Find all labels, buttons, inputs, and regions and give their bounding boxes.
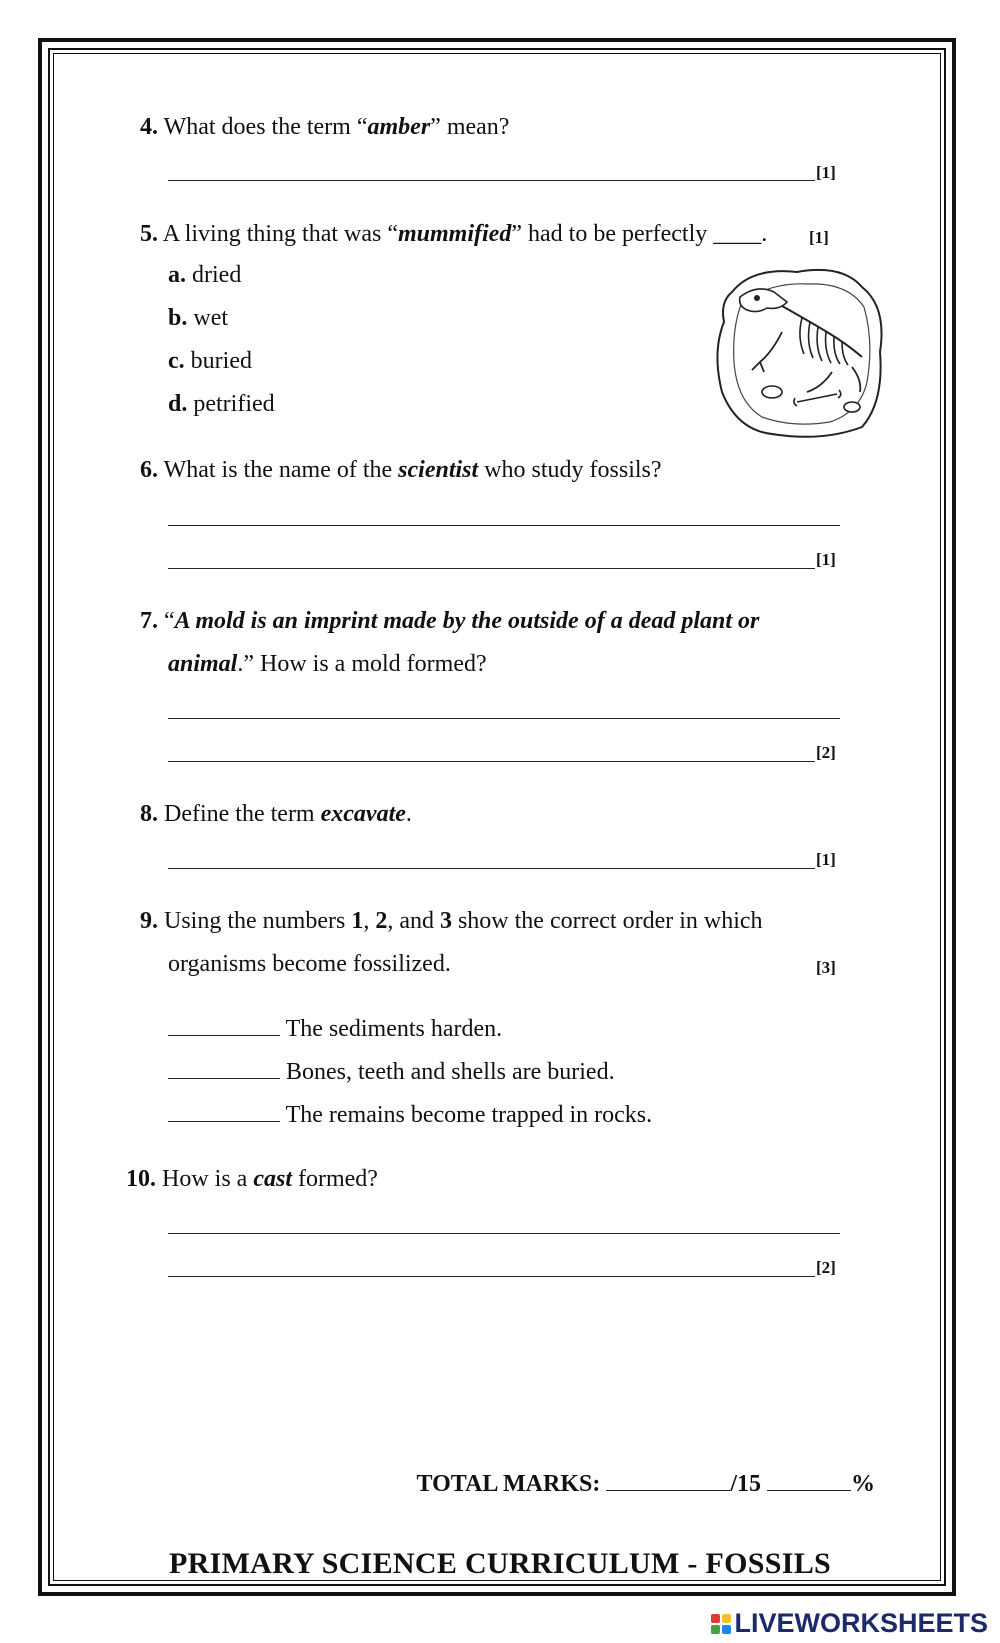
- mark-q4: [1]: [816, 163, 836, 182]
- total-marks: TOTAL MARKS: /15 %: [416, 1471, 875, 1497]
- answer-line-q10-2[interactable]: [168, 1276, 815, 1277]
- mark-q9: [3]: [816, 958, 836, 977]
- question-10: [126, 1164, 378, 1194]
- answer-line-q10-1[interactable]: [168, 1233, 840, 1234]
- ordering-item-2: Bones, teeth and shells are buried.: [168, 1056, 615, 1087]
- mark-q10: [2]: [816, 1258, 836, 1277]
- option-b[interactable]: b. wet: [168, 305, 229, 331]
- percent-blank[interactable]: [767, 1470, 851, 1491]
- total-score-blank[interactable]: [606, 1470, 730, 1491]
- ordering-item-3: The remains become trapped in rocks.: [168, 1099, 652, 1130]
- logo-icon: [711, 1614, 731, 1634]
- question-number: 9.: [140, 908, 158, 934]
- question-7: [140, 606, 759, 636]
- question-text: “A mold is an imprint made by the outside of a dead plant or: [164, 608, 760, 634]
- mark-q6: [1]: [816, 550, 836, 569]
- answer-line-q7-2[interactable]: [168, 761, 815, 762]
- mark-q8: [1]: [816, 850, 836, 869]
- option-c[interactable]: c. buried: [168, 348, 252, 374]
- question-number: 8.: [140, 801, 158, 827]
- question-number: 7.: [140, 608, 158, 634]
- question-text: Using the numbers 1, 2, and 3 show the correct order in which: [164, 908, 763, 934]
- option-d[interactable]: d. petrified: [168, 391, 275, 417]
- order-blank[interactable]: [168, 1056, 280, 1079]
- order-blank[interactable]: [168, 1013, 280, 1036]
- question-number: 10.: [126, 1166, 156, 1192]
- ordering-item-1: The sediments harden.: [168, 1013, 502, 1044]
- question-text: What does the term “amber” mean?: [163, 114, 510, 140]
- question-8: [140, 799, 412, 829]
- question-text: Define the term excavate.: [164, 801, 412, 827]
- liveworksheets-logo: LIVEWORKSHEETS: [711, 1608, 988, 1639]
- answer-line-q6-2[interactable]: [168, 568, 815, 569]
- dinosaur-fossil-illustration: [712, 262, 890, 442]
- footer-title: PRIMARY SCIENCE CURRICULUM - FOSSILS: [168, 1547, 832, 1580]
- question-4: [140, 112, 509, 142]
- answer-line-q8[interactable]: [168, 868, 815, 869]
- mark-q5: [1]: [809, 228, 829, 247]
- question-number: 6.: [140, 457, 158, 483]
- option-a[interactable]: a. dried: [168, 262, 242, 288]
- question-6: [140, 455, 662, 485]
- answer-line-q4[interactable]: [168, 180, 815, 181]
- answer-line-q6-1[interactable]: [168, 525, 840, 526]
- question-text: What is the name of the scientist who study fossils?: [163, 457, 662, 483]
- question-number: 5.: [140, 221, 158, 247]
- order-blank[interactable]: [168, 1099, 280, 1122]
- question-text: A living thing that was “mummified” had to be perfectly ____.: [162, 221, 768, 247]
- question-5: [140, 219, 767, 249]
- question-text: How is a cast formed?: [162, 1166, 378, 1192]
- mark-q7: [2]: [816, 743, 836, 762]
- question-9-line-2: organisms become fossilized.: [168, 951, 451, 977]
- question-9: [140, 906, 763, 936]
- answer-line-q7-1[interactable]: [168, 718, 840, 719]
- question-number: 4.: [140, 114, 158, 140]
- question-7-line-2: animal.” How is a mold formed?: [168, 651, 487, 677]
